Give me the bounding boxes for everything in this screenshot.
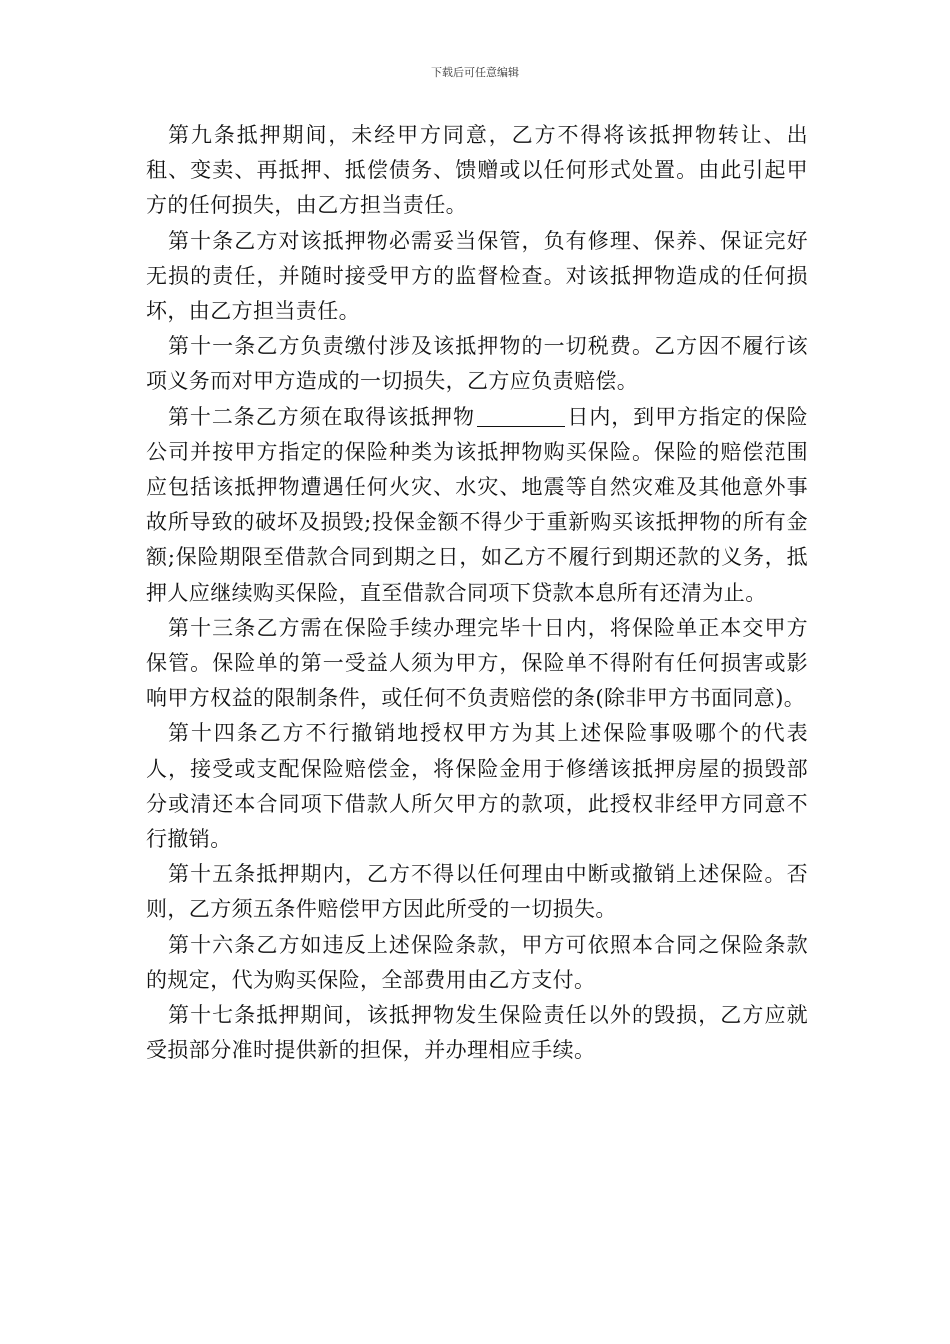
article-17-paragraph: 第十七条抵押期间，该抵押物发生保险责任以外的毁损，乙方应就受损部分准时提供新的担保，并办理相应手续。 [146,1003,808,1063]
article-16-paragraph: 第十六条乙方如违反上述保险条款，甲方可依照本合同之保险条款的规定，代为购买保险，全部费用由乙方支付。 [146,932,808,992]
document-body [146,118,808,1068]
article-13-paragraph: 第十三条乙方需在保险手续办理完毕十日内，将保险单正本交甲方保管。保险单的第一受益人须为甲方，保险单不得附有任何损害或影响甲方权益的限制条件，或任何不负责赔偿的条(除非甲方书面同意)。 [146,615,808,711]
article-12-text-start: 第十二条乙方须在取得该抵押物 [168,404,475,429]
article-11-paragraph: 第十一条乙方负责缴付涉及该抵押物的一切税费。乙方因不履行该项义务而对甲方造成的一切损失，乙方应负责赔偿。 [146,334,808,394]
article-12-text-rest: 日内，到甲方指定的保险公司并按甲方指定的保险种类为该抵押物购买保险。保险的赔偿范围应包括该抵押物遭遇任何火灾、水灾、地震等自然灾难及其他意外事故所导致的破坏及损毁;投保金额不得少于重新购买该抵押物的所有金额;保险期限至借款合同到期之日，如乙方不履行到期还款的义务，抵押人应继续购买保险，直至借款合同项下贷款本息所有还清为止。 [146,404,808,605]
article-10-paragraph: 第十条乙方对该抵押物必需妥当保管，负有修理、保养、保证完好无损的责任，并随时接受甲方的监督检查。对该抵押物造成的任何损坏，由乙方担当责任。 [146,228,808,324]
page-header: 下载后可任意编辑 [431,66,519,79]
article-14-paragraph: 第十四条乙方不行撤销地授权甲方为其上述保险事吸哪个的代表人，接受或支配保险赔偿金，将保险金用于修缮该抵押房屋的损毁部分或清还本合同项下借款人所欠甲方的款项，此授权非经甲方同意不行撤销。 [146,721,808,852]
article-9-paragraph: 第九条抵押期间，未经甲方同意，乙方不得将该抵押物转让、出租、变卖、再抵押、抵偿债务、馈赠或以任何形式处置。由此引起甲方的任何损失，由乙方担当责任。 [146,123,808,218]
fill-in-blank-line [477,406,565,427]
article-12-paragraph [146,400,808,611]
article-15-paragraph: 第十五条抵押期内，乙方不得以任何理由中断或撤销上述保险。否则，乙方须五条件赔偿甲方因此所受的一切损失。 [146,862,808,922]
